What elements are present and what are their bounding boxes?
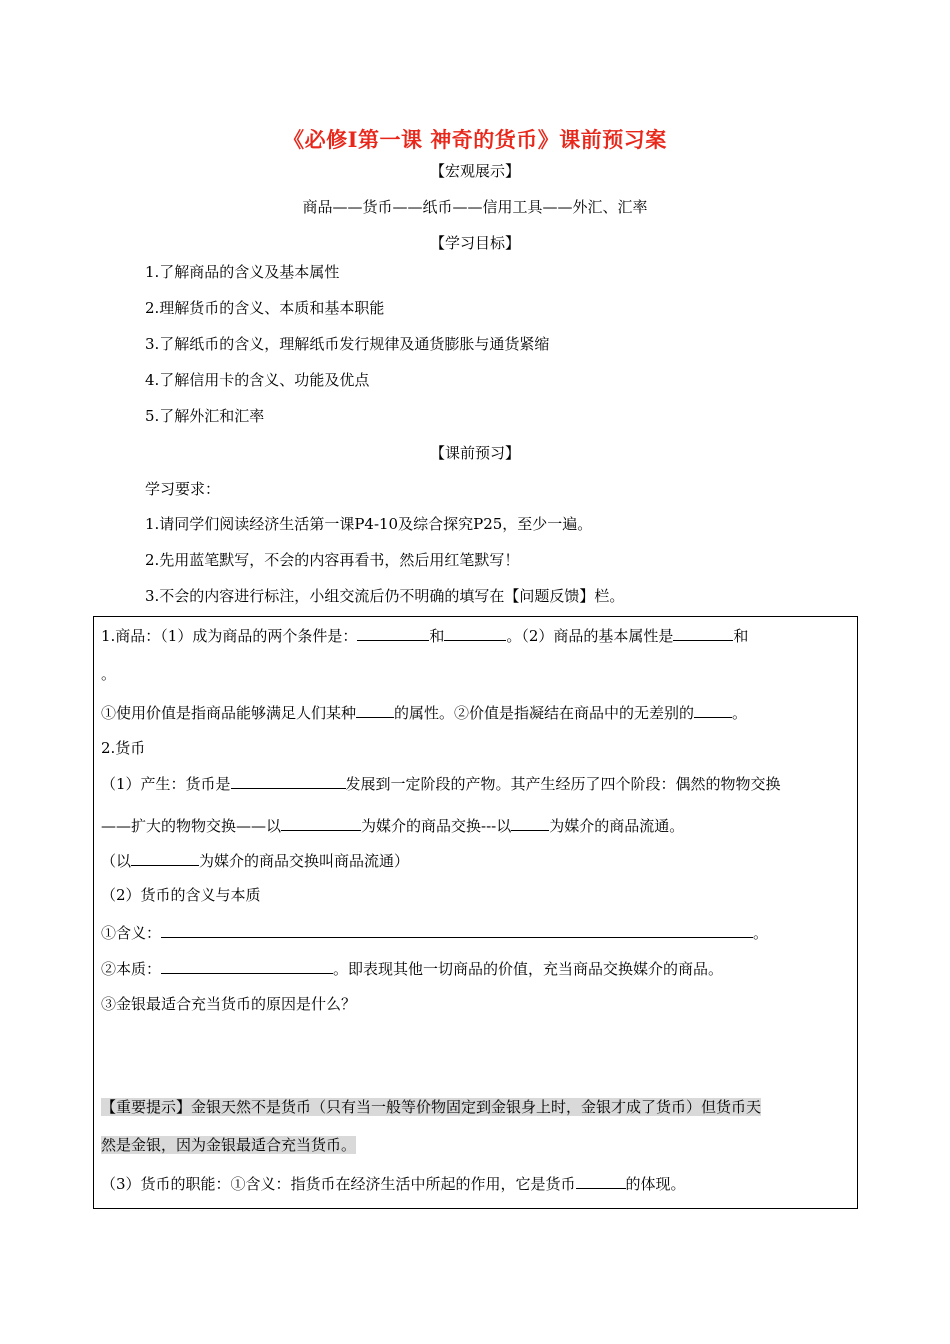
fill-blank[interactable]: [131, 850, 199, 866]
fill-blank[interactable]: [444, 625, 506, 641]
fill-blank[interactable]: [511, 815, 549, 831]
goal-item: 1.了解商品的含义及基本属性: [145, 263, 340, 281]
goal-item: 2.理解货币的含义、本质和基本职能: [145, 299, 385, 317]
requirement-item: 1.请同学们阅读经济生活第一课P4-10及综合探究P25，至少一遍。: [145, 515, 593, 533]
q2-2-essence: ②本质： 。即表现其他一切商品的价值，充当商品交换媒介的商品。: [101, 960, 724, 978]
q2-2-heading: （2）货币的含义与本质: [101, 886, 261, 904]
q2-2-question: ③金银最适合充当货币的原因是什么？: [101, 995, 357, 1013]
q2-heading: 2.货币: [101, 739, 146, 757]
q2-1-line: （1）产生：货币是 发展到一定阶段的产物。其产生经历了四个阶段：偶然的物物交换: [101, 775, 781, 793]
preview-heading: 【课前预习】: [429, 444, 520, 462]
fill-blank[interactable]: [357, 625, 429, 641]
q1-sub: ①使用价值是指商品能够满足人们某种 的属性。②价值是指凝结在商品中的无差别的 。: [101, 704, 748, 722]
goal-item: 3.了解纸币的含义，理解纸币发行规律及通货膨胀与通货紧缩: [145, 335, 550, 353]
fill-blank[interactable]: [231, 773, 346, 789]
fill-blank[interactable]: [281, 815, 361, 831]
fill-blank[interactable]: [161, 922, 753, 938]
macro-heading: 【宏观展示】: [429, 162, 520, 180]
requirement-item: 2.先用蓝笔默写，不会的内容再看书，然后用红笔默写！: [145, 551, 520, 569]
q2-3-line: （3）货币的职能：①含义：指货币在经济生活中所起的作用，它是货币 的体现。: [101, 1175, 686, 1193]
important-tip-cont: 然是金银，因为金银最适合充当货币。: [101, 1136, 357, 1154]
q1-line: 1.商品：（1）成为商品的两个条件是： 和 。（2）商品的基本属性是 和: [101, 627, 749, 645]
page-title: 《必修Ⅰ第一课 神奇的货币》课前预习案: [283, 127, 667, 152]
q2-1-line2: ——扩大的物物交换——以 为媒介的商品交换---以 为媒介的商品流通。: [101, 817, 685, 835]
fill-blank[interactable]: [161, 958, 333, 974]
q2-1-note: （以 为媒介的商品交换叫商品流通）: [101, 852, 410, 870]
macro-line: 商品——货币——纸币——信用工具——外汇、汇率: [302, 198, 648, 216]
requirement-item: 3.不会的内容进行标注，小组交流后仍不明确的填写在【问题反馈】栏。: [145, 587, 625, 605]
q1-end: 。: [101, 665, 117, 683]
fill-blank[interactable]: [356, 702, 394, 718]
fill-blank[interactable]: [576, 1173, 626, 1189]
goals-heading: 【学习目标】: [429, 234, 520, 252]
goal-item: 5.了解外汇和汇率: [145, 407, 265, 425]
important-tip: 【重要提示】金银天然不是货币（只有当一般等价物固定到金银身上时，金银才成了货币）但货币天: [101, 1098, 762, 1116]
requirements-title: 学习要求：: [145, 480, 221, 498]
fill-blank[interactable]: [694, 702, 732, 718]
goal-item: 4.了解信用卡的含义、功能及优点: [145, 371, 370, 389]
q2-2-meaning: ①含义： 。: [101, 924, 769, 942]
fill-blank[interactable]: [673, 625, 733, 641]
